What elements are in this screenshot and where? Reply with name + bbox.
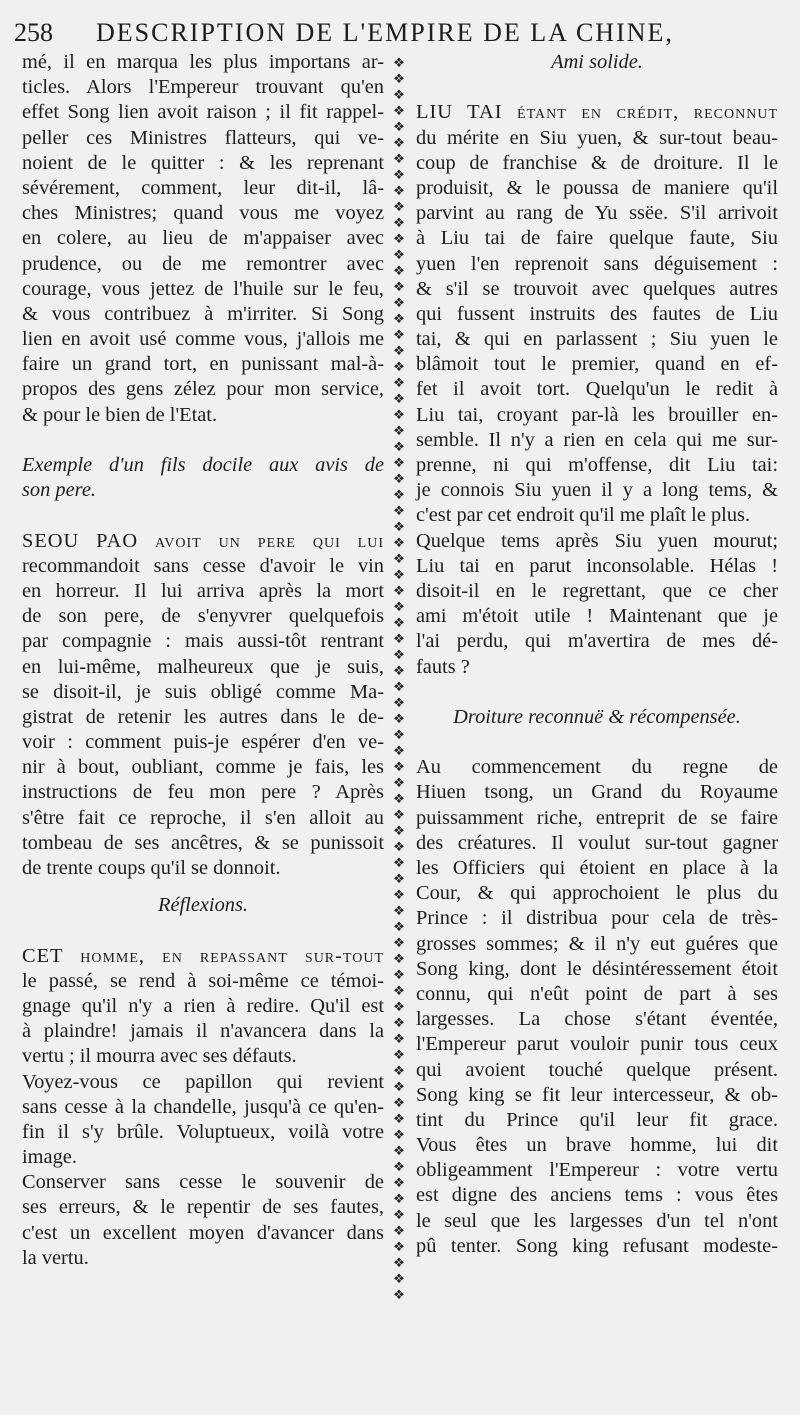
text-line: je connois Siu yuen il y a long tems, & — [416, 479, 778, 502]
spacer — [416, 730, 778, 755]
text-line: obligeamment l'Empereur : votre vertu — [416, 1159, 778, 1182]
divider-ornament: ❖ — [393, 1176, 405, 1191]
divider-ornament: ❖ — [393, 808, 405, 823]
text-line: recommandoit sans cesse d'avoir le vin — [22, 554, 384, 577]
divider-ornament: ❖ — [393, 968, 405, 983]
divider-ornament: ❖ — [393, 872, 405, 887]
divider-ornament: ❖ — [393, 152, 405, 167]
divider-ornament: ❖ — [393, 456, 405, 471]
divider-ornament: ❖ — [393, 1256, 405, 1271]
text-line: gistrat de retenir les autres dans le de- — [22, 705, 384, 728]
text-line: image. — [22, 1146, 77, 1169]
divider-ornament: ❖ — [393, 856, 405, 871]
divider-ornament: ❖ — [393, 664, 405, 679]
divider-ornament: ❖ — [393, 952, 405, 967]
section-heading: Droiture reconnuë & récompensée. — [453, 705, 741, 728]
text-line: effet Song lien avoit raison ; il fit rappel- — [22, 101, 384, 124]
divider-ornament: ❖ — [393, 536, 405, 551]
page-number: 258 — [14, 18, 53, 47]
text-line: en horreur. Il lui arriva après la mort — [22, 579, 384, 602]
right-column — [416, 50, 778, 1259]
text-line: fin il s'y brûle. Voluptueux, voilà votre — [22, 1120, 384, 1143]
text-line: du mérite en Siu yuen, & sur-tout beau- — [416, 126, 778, 149]
text-line: produisit, & le poussa de maniere qu'il — [416, 176, 778, 199]
divider-ornament: ❖ — [393, 472, 405, 487]
divider-ornament: ❖ — [393, 344, 405, 359]
text-line: sans cesse à la chandelle, jusqu'à ce qu'en- — [22, 1095, 384, 1118]
text-line: c'est par cet endroit qu'il me plaît le plus. — [416, 504, 751, 527]
divider-ornament: ❖ — [393, 712, 405, 727]
text-line: lien en avoit usé comme vous, j'allois me — [22, 328, 384, 351]
divider-ornament: ❖ — [393, 904, 405, 919]
divider-ornament: ❖ — [393, 1272, 405, 1287]
text-line: fet il avoit tort. Quelqu'un le redit à — [416, 378, 778, 401]
ornamental-column-divider — [392, 56, 406, 1303]
divider-ornament: ❖ — [393, 728, 405, 743]
text-line: se disoit-il, je suis obligé comme Ma- — [22, 680, 384, 703]
text-line: blâmoit tout le premier, quand en ef- — [416, 353, 778, 376]
spacer — [416, 680, 778, 705]
text-line: & vous contribuez à m'irriter. Si Song — [22, 302, 384, 325]
divider-ornament: ❖ — [393, 184, 405, 199]
text-line: parvint au rang de Yu ssëe. S'il arrivoit — [416, 202, 778, 225]
text-line: coup de franchise & de droiture. Il le — [416, 151, 778, 174]
spacer — [22, 428, 384, 453]
divider-ornament: ❖ — [393, 696, 405, 711]
text-line: par compagnie : mais aussi-tôt rentrant — [22, 630, 384, 653]
section-heading: son pere. — [22, 479, 96, 502]
divider-ornament: ❖ — [393, 440, 405, 455]
text-line: mé, il en marqua les plus importans ar- — [22, 51, 384, 73]
page-header — [14, 14, 790, 50]
divider-ornament: ❖ — [393, 1192, 405, 1207]
divider-ornament: ❖ — [393, 1064, 405, 1079]
divider-ornament: ❖ — [393, 1288, 405, 1303]
divider-ornament: ❖ — [393, 792, 405, 807]
text-line: Song king se fit leur intercesseur, & ob- — [416, 1083, 778, 1106]
text-line: la vertu. — [22, 1246, 89, 1269]
section-heading: Ami solide. — [551, 51, 643, 73]
divider-ornament: ❖ — [393, 1048, 405, 1063]
text-line: Hiuen tsong, un Grand du Royaume — [416, 781, 778, 804]
divider-ornament: ❖ — [393, 376, 405, 391]
text-line: gnage qu'il n'y a rien à redire. Qu'il est — [22, 994, 384, 1017]
text-line: de son pere, de s'enyvrer quelquefois — [22, 605, 384, 628]
divider-ornament: ❖ — [393, 984, 405, 999]
text-line: Liu tai, croyant par-là les brouiller en- — [416, 403, 778, 426]
text-line: disoit-il en le regrettant, que ce cher — [416, 579, 778, 602]
text-line: le seul que les largesses d'un tel n'ont — [416, 1209, 778, 1232]
divider-ornament: ❖ — [393, 1080, 405, 1095]
text-line: des créatures. Il voulut sur-tout gagner — [416, 831, 778, 854]
divider-ornament: ❖ — [393, 1032, 405, 1047]
text-line: Conserver sans cesse le souvenir de — [22, 1171, 384, 1194]
divider-ornament: ❖ — [393, 232, 405, 247]
section-heading: Réflexions. — [157, 894, 249, 917]
text-line: noient de le quitter : & les reprenant — [22, 151, 384, 174]
text-line: puissamment riche, entreprit de se faire — [416, 806, 778, 829]
running-title: DESCRIPTION DE L'EMPIRE DE LA CHINE, — [96, 18, 674, 47]
divider-ornament: ❖ — [393, 632, 405, 647]
divider-ornament: ❖ — [393, 936, 405, 951]
text-line: nir à bout, oubliant, comme je fais, les — [22, 756, 384, 779]
divider-ornament: ❖ — [393, 88, 405, 103]
text-line: largesses. La chose s'étant éventée, — [416, 1008, 778, 1031]
text-line: s'être fait ce reproche, il s'en alloit au — [22, 806, 384, 829]
text-line: tai, & qui en parlassent ; Siu yuen le — [416, 328, 778, 351]
divider-ornament: ❖ — [393, 1240, 405, 1255]
text-line: peller ces Ministres flatteurs, qui ve- — [22, 126, 384, 149]
text-line: c'est un excellent moyen d'avancer dans — [22, 1221, 384, 1244]
divider-ornament: ❖ — [393, 264, 405, 279]
divider-ornament: ❖ — [393, 824, 405, 839]
divider-ornament: ❖ — [393, 312, 405, 327]
text-line: Voyez-vous ce papillon qui revient — [22, 1070, 384, 1093]
divider-ornament: ❖ — [393, 1096, 405, 1111]
text-line: LIU TAI étant en crédit, reconnut — [416, 101, 778, 124]
divider-ornament: ❖ — [393, 648, 405, 663]
divider-ornament: ❖ — [393, 776, 405, 791]
text-line: Prince : il distribua pour cela de très- — [416, 907, 778, 930]
text-line: Au commencement du regne de — [416, 756, 778, 779]
divider-ornament: ❖ — [393, 1160, 405, 1175]
text-line: ami m'étoit utile ! Maintenant que je — [416, 605, 778, 628]
spacer — [416, 75, 778, 100]
spacer — [22, 881, 384, 893]
text-line: & s'il se trouvoit avec quelques autres — [416, 277, 778, 300]
text-line: les Officiers qui étoient en place à la — [416, 857, 778, 879]
text-line: à Liu tai de faire quelque faute, Siu — [416, 227, 778, 250]
text-line: en colere, au lieu de m'appaiser avec — [22, 227, 384, 250]
text-line: à plaindre! jamais il n'avancera dans la — [22, 1020, 384, 1043]
divider-ornament: ❖ — [393, 120, 405, 135]
divider-ornament: ❖ — [393, 280, 405, 295]
divider-ornament: ❖ — [393, 328, 405, 343]
left-column — [22, 50, 384, 1271]
divider-ornament: ❖ — [393, 248, 405, 263]
divider-ornament: ❖ — [393, 296, 405, 311]
divider-ornament: ❖ — [393, 424, 405, 439]
text-line: de trente coups qu'il se donnoit. — [22, 857, 281, 879]
divider-ornament: ❖ — [393, 504, 405, 519]
text-line: le passé, se rend à soi-même ce témoi- — [22, 969, 384, 992]
divider-ornament: ❖ — [393, 760, 405, 775]
spacer — [22, 918, 384, 943]
text-line: Vous êtes un brave homme, lui dit — [416, 1134, 778, 1157]
text-line: en lui-même, malheureux que je suis, — [22, 655, 384, 678]
text-line: CET homme, en repassant sur-tout — [22, 944, 384, 967]
divider-ornament: ❖ — [393, 72, 405, 87]
divider-ornament: ❖ — [393, 888, 405, 903]
text-line: & pour le bien de l'Etat. — [22, 403, 218, 426]
text-line: tint du Prince qu'il leur fit grace. — [416, 1108, 778, 1131]
divider-ornament: ❖ — [393, 216, 405, 231]
text-line: connu, qui n'eût point de part à ses — [416, 982, 778, 1005]
spacer — [22, 503, 384, 528]
text-line: qui avoient touché quelque présent. — [416, 1058, 778, 1081]
text-line: SEOU PAO avoit un pere qui lui — [22, 529, 384, 552]
divider-ornament: ❖ — [393, 920, 405, 935]
divider-ornament: ❖ — [393, 1144, 405, 1159]
text-line: Quelque tems après Siu yuen mourut; — [416, 529, 778, 552]
divider-ornament: ❖ — [393, 408, 405, 423]
text-line: ticles. Alors l'Empereur trouvant qu'en — [22, 76, 384, 99]
text-line: pû tenter. Song king refusant modeste- — [416, 1234, 778, 1257]
divider-ornament: ❖ — [393, 1208, 405, 1223]
text-line: yuen l'en reprenoit sans déguisement : — [416, 252, 778, 275]
divider-ornament: ❖ — [393, 616, 405, 631]
divider-ornament: ❖ — [393, 200, 405, 215]
divider-ornament: ❖ — [393, 136, 405, 151]
divider-ornament: ❖ — [393, 104, 405, 119]
divider-ornament: ❖ — [393, 56, 405, 71]
divider-ornament: ❖ — [393, 680, 405, 695]
divider-ornament: ❖ — [393, 584, 405, 599]
divider-ornament: ❖ — [393, 744, 405, 759]
text-line: Song king, dont le désintéressement étoit — [416, 957, 778, 980]
divider-ornament: ❖ — [393, 360, 405, 375]
divider-ornament: ❖ — [393, 168, 405, 183]
divider-ornament: ❖ — [393, 520, 405, 535]
divider-ornament: ❖ — [393, 840, 405, 855]
text-line: l'Empereur parut vouloir punir tous ceux — [416, 1033, 778, 1056]
text-line: tombeau de ses ancêtres, & se punissoit — [22, 831, 384, 854]
text-line: voir : comment puis-je espérer d'en ve- — [22, 731, 384, 754]
text-line: semble. Il n'y a rien en cela qui me sur- — [416, 428, 778, 451]
text-line: vertu ; il mourra avec ses défauts. — [22, 1045, 297, 1068]
text-line: qui fussent instruits des fautes de Liu — [416, 302, 778, 325]
divider-ornament: ❖ — [393, 568, 405, 583]
text-line: prenne, ni qui m'offense, dit Liu tai: — [416, 454, 778, 476]
divider-ornament: ❖ — [393, 552, 405, 567]
divider-ornament: ❖ — [393, 1224, 405, 1239]
divider-ornament: ❖ — [393, 488, 405, 503]
text-line: fauts ? — [416, 655, 470, 678]
divider-ornament: ❖ — [393, 1128, 405, 1143]
divider-ornament: ❖ — [393, 1016, 405, 1031]
divider-ornament: ❖ — [393, 1000, 405, 1015]
section-heading: Exemple d'un fils docile aux avis de — [22, 454, 384, 476]
text-line: Liu tai en parut inconsolable. Hélas ! — [416, 554, 778, 577]
text-line: faire un grand tort, en punissant mal-à- — [22, 353, 384, 376]
text-line: grosses sommes; & il n'y eut guéres que — [416, 932, 778, 955]
divider-ornament: ❖ — [393, 392, 405, 407]
text-line: sévérement, comment, leur dit-il, lâ- — [22, 176, 384, 199]
text-line: ses erreurs, & le repentir de ses fautes, — [22, 1196, 384, 1219]
text-line: est digne des anciens tems : vous êtes — [416, 1184, 778, 1207]
divider-ornament: ❖ — [393, 600, 405, 615]
divider-ornament: ❖ — [393, 1112, 405, 1127]
text-line: propos des gens zélez pour mon service, — [22, 378, 384, 401]
text-line: instructions de feu mon pere ? Après — [22, 781, 384, 804]
text-line: Cour, & qui approchoient le plus du — [416, 882, 778, 905]
text-line: courage, vous jettez de l'huile sur le feu, — [22, 277, 384, 300]
text-line: l'ai perdu, qui m'avertira de mes dé- — [416, 630, 778, 653]
text-line: ches Ministres; quand vous me voyez — [22, 202, 384, 225]
text-line: prudence, ou de me remontrer avec — [22, 252, 384, 275]
